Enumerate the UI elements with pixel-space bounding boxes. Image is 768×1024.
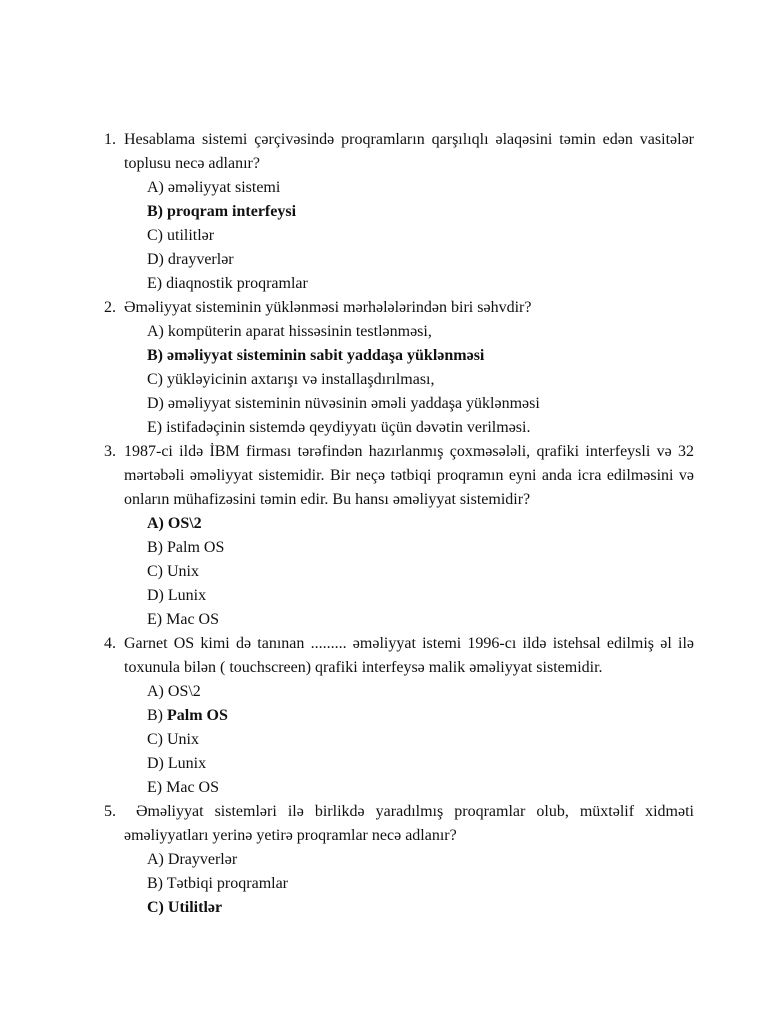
answer-option-e — [147, 416, 694, 440]
question-number: 3. — [104, 443, 116, 460]
answer-option-e — [147, 608, 694, 632]
option-text: Drayverlər — [167, 851, 238, 868]
answer-option-c — [147, 560, 694, 584]
answer-option-c — [147, 728, 694, 752]
answer-option-b — [147, 872, 694, 896]
question-text: 1987-ci ildə İBM firması tərəfindən hazırlanmış çoxməsələli, qrafiki interfeysli və 32 mərtəbəli əməliyyat sistemidir. Bir neçə tətbiqi proqramın eyni anda icra edilməsini və onların mühafizəsini təmin edir. Bu hansı əməliyyat sistemidir? — [124, 443, 694, 508]
question-5 — [100, 800, 694, 920]
option-text: əməliyyat sisteminin sabit yaddaşa yüklənməsi — [167, 347, 485, 364]
question-3 — [100, 440, 694, 632]
option-prefix: C) — [147, 371, 163, 388]
quiz-question-list — [100, 128, 694, 920]
question-number: 2. — [104, 299, 116, 316]
option-prefix: E) — [147, 611, 163, 628]
answer-option-c — [147, 368, 694, 392]
answer-option-a — [147, 848, 694, 872]
answer-option-d — [147, 392, 694, 416]
answer-option-d — [147, 752, 694, 776]
option-text: Palm OS — [167, 539, 225, 556]
option-text: Lunix — [167, 755, 207, 772]
option-text: Unix — [167, 563, 199, 580]
answer-option-b — [147, 536, 694, 560]
answer-option-a — [147, 680, 694, 704]
question-text: Əməliyyat sistemləri ilə birlikdə yaradılmış proqramlar olub, müxtəlif xidməti əməliyyatları yerinə yetirə proqramlar necə adlanır? — [124, 803, 694, 844]
option-prefix: D) — [147, 755, 164, 772]
option-prefix: D) — [147, 587, 164, 604]
option-text: Mac OS — [166, 779, 219, 796]
option-text: əməliyyat sisteminin nüvəsinin əməli yaddaşa yüklənməsi — [167, 395, 540, 412]
option-text: proqram interfeysi — [167, 203, 297, 220]
answer-option-b-correct — [147, 200, 694, 224]
answer-options — [124, 320, 694, 440]
answer-options — [124, 512, 694, 632]
answer-option-b-correct — [147, 344, 694, 368]
option-prefix: A) — [147, 179, 164, 196]
question-number: 1. — [104, 131, 116, 148]
option-text: utilitlər — [167, 227, 215, 244]
option-prefix: C) — [147, 731, 163, 748]
option-text: drayverlər — [167, 251, 234, 268]
answer-option-a-correct — [147, 512, 694, 536]
option-text: əməliyyat sistemi — [167, 179, 281, 196]
answer-option-b-correct — [147, 704, 694, 728]
question-text: Əməliyyat sisteminin yüklənməsi mərhələlərindən biri səhvdir? — [124, 299, 532, 316]
answer-option-e — [147, 272, 694, 296]
option-prefix: A) — [147, 323, 164, 340]
answer-option-a — [147, 320, 694, 344]
answer-option-e — [147, 776, 694, 800]
option-prefix: B) — [147, 875, 163, 892]
option-prefix: E) — [147, 419, 163, 436]
question-1 — [100, 128, 694, 296]
answer-options — [124, 680, 694, 800]
option-prefix: C) — [147, 899, 164, 916]
option-text: OS\2 — [167, 683, 201, 700]
option-prefix: E) — [147, 275, 163, 292]
answer-options — [124, 176, 694, 296]
option-prefix: C) — [147, 227, 163, 244]
option-prefix: A) — [147, 683, 164, 700]
answer-option-c-correct — [147, 896, 694, 920]
option-text: Palm OS — [167, 707, 228, 724]
option-prefix: A) — [147, 515, 164, 532]
option-text: kompüterin aparat hissəsinin testlənməsi, — [167, 323, 432, 340]
answer-option-a — [147, 176, 694, 200]
option-prefix: A) — [147, 851, 164, 868]
question-4 — [100, 632, 694, 800]
option-prefix: B) — [147, 347, 163, 364]
question-number: 4. — [104, 635, 116, 652]
answer-option-c — [147, 224, 694, 248]
answer-option-d — [147, 248, 694, 272]
question-text: Hesablama sistemi çərçivəsində proqramların qarşılıqlı əlaqəsini təmin edən vasitələr toplusu necə adlanır? — [124, 131, 694, 172]
option-prefix: B) — [147, 707, 163, 724]
option-text: yükləyicinin axtarışı və installaşdırılması, — [167, 371, 435, 388]
option-text: Mac OS — [166, 611, 219, 628]
answer-option-d — [147, 584, 694, 608]
option-prefix: C) — [147, 563, 163, 580]
option-prefix: E) — [147, 779, 163, 796]
answer-options — [124, 848, 694, 920]
option-prefix: B) — [147, 203, 163, 220]
option-text: istifadəçinin sistemdə qeydiyyatı üçün dəvətin verilməsi. — [166, 419, 531, 436]
option-text: Utilitlər — [167, 899, 223, 916]
question-text: Garnet OS kimi də tanınan ......... əməliyyat istemi 1996-cı ildə istehsal edilmiş əl ilə toxunula bilən ( touchscreen) qrafiki interfeysə malik əməliyyat sistemidir. — [124, 635, 694, 676]
question-number: 5. — [104, 803, 116, 820]
question-2 — [100, 296, 694, 440]
option-prefix: D) — [147, 395, 164, 412]
option-text: Unix — [167, 731, 199, 748]
option-text: Lunix — [167, 587, 207, 604]
option-prefix: B) — [147, 539, 163, 556]
option-text: OS\2 — [167, 515, 202, 532]
option-text: Tətbiqi proqramlar — [166, 875, 289, 892]
option-prefix: D) — [147, 251, 164, 268]
option-text: diaqnostik proqramlar — [166, 275, 308, 292]
